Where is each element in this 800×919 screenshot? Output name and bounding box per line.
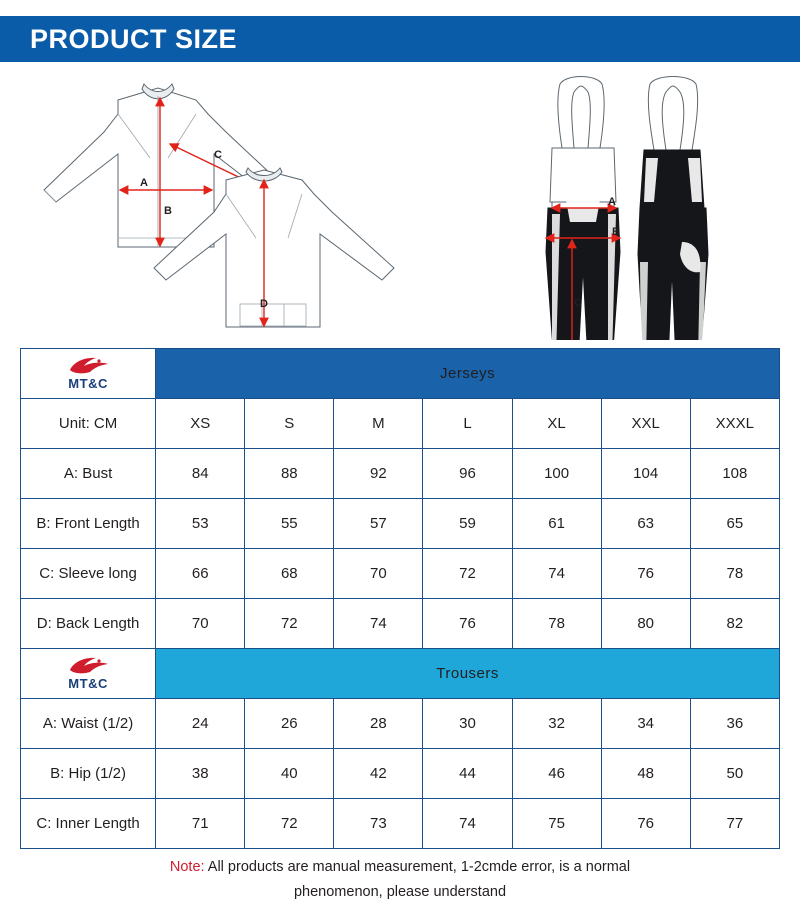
row-label-front-length: B: Front Length <box>21 499 156 549</box>
cell: 74 <box>512 549 601 599</box>
row-label-bust: A: Bust <box>21 449 156 499</box>
cell: 46 <box>512 749 601 799</box>
cell: 40 <box>245 749 334 799</box>
cell: 24 <box>156 699 245 749</box>
cell: 28 <box>334 699 423 749</box>
measurement-note <box>0 855 800 906</box>
label-d-jersey-back: D <box>260 298 268 310</box>
row-label-hip: B: Hip (1/2) <box>21 749 156 799</box>
garment-diagram <box>0 62 800 340</box>
brand-name: MT&C <box>68 376 108 391</box>
cell: 32 <box>512 699 601 749</box>
cell: 30 <box>423 699 512 749</box>
illustration-area <box>0 62 800 340</box>
note-text-1: All products are manual measurement, 1-2cmde error, is a normal <box>204 859 631 875</box>
row-label-back-length: D: Back Length <box>21 599 156 649</box>
cell: 26 <box>245 699 334 749</box>
table-row <box>21 749 780 799</box>
cell: 38 <box>156 749 245 799</box>
cell: 50 <box>690 749 779 799</box>
flame-logo-icon <box>66 657 110 675</box>
brand-logo-cell-trousers <box>21 649 156 699</box>
size-header-m: M <box>334 399 423 449</box>
cell: 76 <box>601 799 690 849</box>
label-b-trousers: B <box>612 226 620 238</box>
cell: 71 <box>156 799 245 849</box>
cell: 108 <box>690 449 779 499</box>
cell: 70 <box>156 599 245 649</box>
trousers-back-illustration <box>638 77 708 341</box>
cell: 72 <box>423 549 512 599</box>
cell: 59 <box>423 499 512 549</box>
page-header <box>0 16 800 62</box>
label-c-trousers: C <box>574 297 582 309</box>
trousers-band-row <box>21 649 780 699</box>
flame-logo-icon <box>66 357 110 375</box>
size-header-row <box>21 399 780 449</box>
cell: 57 <box>334 499 423 549</box>
label-a-jersey: A <box>140 177 148 189</box>
jerseys-band-row <box>21 349 780 399</box>
label-c-jersey: C <box>214 149 222 161</box>
cell: 74 <box>423 799 512 849</box>
table-row <box>21 499 780 549</box>
cell: 72 <box>245 799 334 849</box>
size-header-xs: XS <box>156 399 245 449</box>
cell: 55 <box>245 499 334 549</box>
cell: 68 <box>245 549 334 599</box>
cell: 34 <box>601 699 690 749</box>
cell: 84 <box>156 449 245 499</box>
cell: 70 <box>334 549 423 599</box>
cell: 66 <box>156 549 245 599</box>
row-label-waist: A: Waist (1/2) <box>21 699 156 749</box>
note-line-2: phenomenon, please understand <box>293 884 507 901</box>
cell: 80 <box>601 599 690 649</box>
cell: 96 <box>423 449 512 499</box>
row-label-inner-length: C: Inner Length <box>21 799 156 849</box>
cell: 48 <box>601 749 690 799</box>
cell: 88 <box>245 449 334 499</box>
size-header-xxl: XXL <box>601 399 690 449</box>
note-label: Note: <box>169 859 205 875</box>
table-row <box>21 699 780 749</box>
cell: 73 <box>334 799 423 849</box>
note-line-1 <box>0 855 800 880</box>
cell: 61 <box>512 499 601 549</box>
size-header-l: L <box>423 399 512 449</box>
size-table-wrapper <box>20 348 780 849</box>
trousers-band-label: Trousers <box>156 649 780 699</box>
size-header-xxxl: XXXL <box>690 399 779 449</box>
cell: 75 <box>512 799 601 849</box>
label-a-trousers: A <box>608 196 616 208</box>
table-row <box>21 599 780 649</box>
cell: 42 <box>334 749 423 799</box>
cell: 36 <box>690 699 779 749</box>
page-title: PRODUCT SIZE <box>30 23 238 54</box>
cell: 100 <box>512 449 601 499</box>
cell: 63 <box>601 499 690 549</box>
brand-name: MT&C <box>68 676 108 691</box>
size-header-xl: XL <box>512 399 601 449</box>
cell: 78 <box>690 549 779 599</box>
cell: 78 <box>512 599 601 649</box>
jerseys-band-label: Jerseys <box>156 349 780 399</box>
table-row <box>21 799 780 849</box>
unit-label: Unit: CM <box>21 399 156 449</box>
cell: 74 <box>334 599 423 649</box>
size-chart-table <box>20 348 780 849</box>
cell: 65 <box>690 499 779 549</box>
table-row <box>21 449 780 499</box>
cell: 44 <box>423 749 512 799</box>
row-label-sleeve-long: C: Sleeve long <box>21 549 156 599</box>
cell: 76 <box>601 549 690 599</box>
cell: 76 <box>423 599 512 649</box>
cell: 53 <box>156 499 245 549</box>
table-row <box>21 549 780 599</box>
brand-logo-cell <box>21 349 156 399</box>
cell: 104 <box>601 449 690 499</box>
label-b-jersey: B <box>164 205 172 217</box>
cell: 92 <box>334 449 423 499</box>
cell: 82 <box>690 599 779 649</box>
cell: 77 <box>690 799 779 849</box>
size-header-s: S <box>245 399 334 449</box>
cell: 72 <box>245 599 334 649</box>
